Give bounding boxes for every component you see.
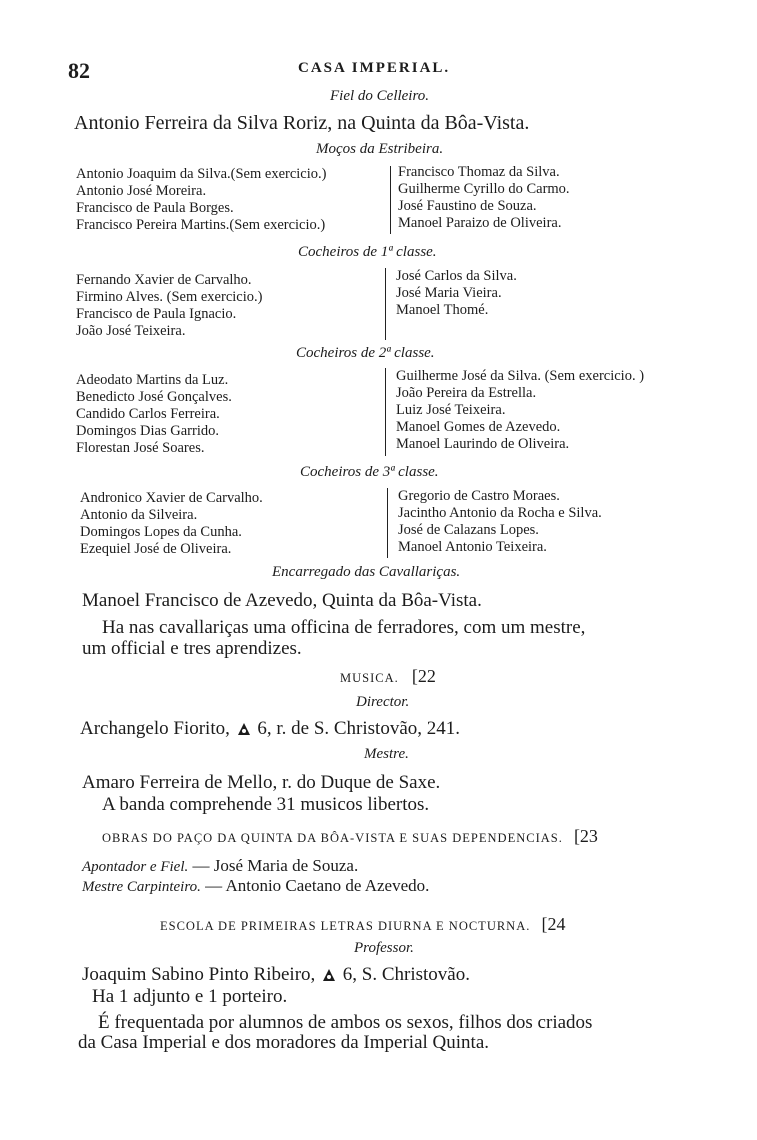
heading-professor: Professor. (354, 940, 414, 956)
list-item: Francisco de Paula Borges. (76, 200, 234, 216)
column-divider (387, 488, 388, 558)
list-item: Antonio da Silveira. (80, 507, 198, 523)
list-cocheiros1-right (396, 268, 517, 319)
professor-name: Joaquim Sabino Pinto Ribeiro, (82, 964, 316, 985)
note-banda: A banda comprehende 31 musicos libertos. (102, 794, 430, 815)
note-cavallaricas-2: um official e tres aprendizes. (82, 638, 302, 659)
heading-mestre: Mestre. (364, 746, 409, 762)
list-item: José Faustino de Souza. (398, 198, 537, 214)
note-cavallaricas-1: Ha nas cavallariças uma officina de ferradores, com um mestre, (102, 617, 586, 638)
section-obras (102, 826, 598, 847)
list-item: Francisco Thomaz da Silva. (398, 164, 560, 180)
list-item: Manoel Laurindo de Oliveira. (396, 436, 570, 452)
list-item: Fernando Xavier de Carvalho. (76, 272, 252, 288)
list-cocheiros3-right (398, 488, 602, 556)
column-divider (385, 268, 386, 340)
entry-apontador (82, 856, 358, 876)
list-item: João José Teixeira. (76, 323, 186, 339)
note-escola-1: É frequentada por alumnos de ambos os sexos, filhos dos criados (98, 1012, 593, 1033)
entry-mestre: Amaro Ferreira de Mello, r. do Duque de Saxe. (82, 772, 441, 793)
list-item: Manoel Antonio Teixeira. (398, 539, 547, 555)
list-item: Guilherme Cyrillo do Carmo. (398, 181, 570, 197)
section-ref: [23 (573, 826, 598, 846)
section-musica (340, 666, 436, 687)
list-item: Domingos Dias Garrido. (76, 423, 219, 439)
list-item: Guilherme José da Silva. (Sem exercicio. ) (396, 368, 645, 384)
director-address: 6, r. de S. Christovão, 241. (257, 718, 461, 739)
entry-fiel-celleiro: Antonio Ferreira da Silva Roriz, na Quinta da Bôa-Vista. (74, 112, 530, 134)
column-divider (390, 166, 391, 234)
list-item: Antonio Joaquim da Silva.(Sem exercicio.) (76, 166, 327, 182)
address-symbol-icon (322, 968, 336, 982)
heading-mocos-estribeira: Moços da Estribeira. (316, 141, 444, 157)
running-title: CASA IMPERIAL. (298, 60, 451, 76)
list-item: Luiz José Teixeira. (396, 402, 506, 418)
role-label: Apontador e Fiel. (82, 859, 189, 875)
section-ref: [22 (411, 666, 436, 686)
dash: — (188, 856, 214, 875)
list-item: Andronico Xavier de Carvalho. (80, 490, 263, 506)
list-item: Ezequiel José de Oliveira. (80, 541, 232, 557)
section-title: ESCOLA DE PRIMEIRAS LETRAS DIURNA E NOCTURNA. (160, 919, 531, 933)
list-mocos-right (398, 164, 570, 232)
list-item: Adeodato Martins da Luz. (76, 372, 229, 388)
list-cocheiros2-right (396, 368, 644, 453)
heading-fiel-celleiro: Fiel do Celleiro. (330, 88, 430, 104)
list-item: Candido Carlos Ferreira. (76, 406, 220, 422)
list-item: José Carlos da Silva. (396, 268, 517, 284)
page-number: 82 (68, 58, 90, 83)
list-item: Antonio José Moreira. (76, 183, 207, 199)
list-item: Manoel Paraizo de Oliveira. (398, 215, 562, 231)
section-ref: [24 (541, 914, 566, 934)
entry-professor (82, 964, 470, 986)
list-item: Manoel Thomé. (396, 302, 489, 318)
person-name: Antonio Caetano de Azevedo. (225, 876, 430, 895)
section-title: MUSICA. (340, 671, 399, 685)
person-name: José Maria de Souza. (213, 856, 359, 875)
list-mocos-left (76, 166, 326, 234)
list-item: João Pereira da Estrella. (396, 385, 537, 401)
list-item: Gregorio de Castro Moraes. (398, 488, 560, 504)
entry-mestre-carpinteiro (82, 876, 429, 896)
list-item: Domingos Lopes da Cunha. (80, 524, 242, 540)
list-cocheiros3-left (80, 490, 263, 558)
list-item: Jacintho Antonio da Rocha e Silva. (398, 505, 602, 521)
list-item: José de Calazans Lopes. (398, 522, 539, 538)
list-item: Manoel Gomes de Azevedo. (396, 419, 561, 435)
heading-cocheiros-1: Cocheiros de 1ª classe. (298, 244, 437, 260)
list-item: Benedicto José Gonçalves. (76, 389, 232, 405)
dash: — (200, 876, 226, 895)
professor-address: 6, S. Christovão. (342, 964, 470, 985)
list-item: José Maria Vieira. (396, 285, 502, 301)
list-item: Francisco de Paula Ignacio. (76, 306, 237, 322)
note-escola-2: da Casa Imperial e dos moradores da Imperial Quinta. (78, 1032, 489, 1053)
role-label: Mestre Carpinteiro. (82, 879, 201, 895)
director-name: Archangelo Fiorito, (80, 718, 230, 739)
address-symbol-icon (237, 722, 251, 736)
heading-cocheiros-2: Cocheiros de 2ª classe. (296, 345, 435, 361)
heading-cavallaricas: Encarregado das Cavallariças. (272, 564, 461, 580)
section-title: OBRAS DO PAÇO DA QUINTA DA BÔA-VISTA E SUAS DEPENDENCIAS. (102, 831, 563, 845)
column-divider (385, 368, 386, 456)
entry-director (80, 718, 460, 740)
heading-cocheiros-3: Cocheiros de 3ª classe. (300, 464, 439, 480)
section-escola (160, 914, 565, 935)
list-item: Florestan José Soares. (76, 440, 205, 456)
note-staff: Ha 1 adjunto e 1 porteiro. (92, 986, 288, 1007)
list-item: Firmino Alves. (Sem exercicio.) (76, 289, 263, 305)
entry-cavallaricas: Manoel Francisco de Azevedo, Quinta da Bôa-Vista. (82, 590, 482, 611)
list-cocheiros1-left (76, 272, 262, 340)
list-cocheiros2-left (76, 372, 232, 457)
list-item: Francisco Pereira Martins.(Sem exercicio.) (76, 217, 326, 233)
heading-director: Director. (356, 694, 410, 710)
